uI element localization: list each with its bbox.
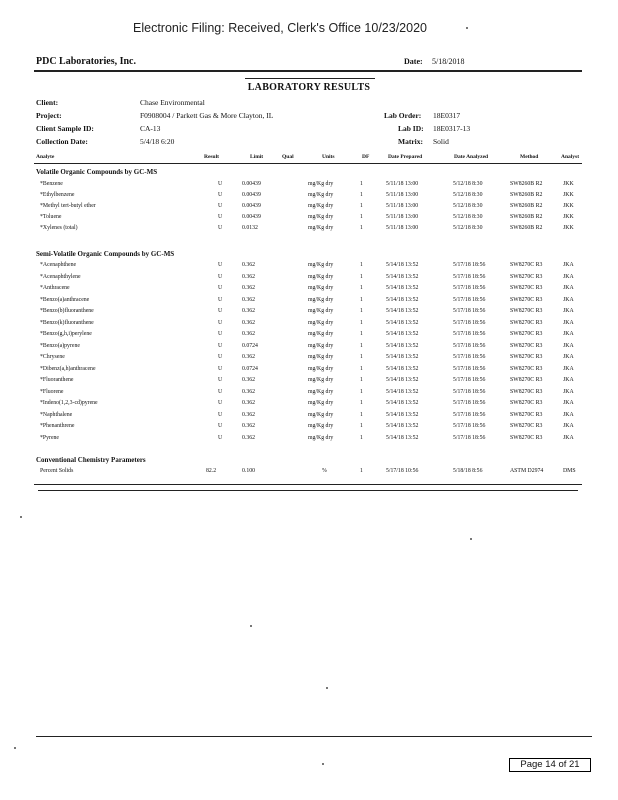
table-row (0, 412, 618, 422)
df-cell: 1 (360, 434, 363, 441)
prepared-cell: 5/14/18 13:52 (386, 354, 419, 360)
analyte-cell: *Benzo(a)anthracene (40, 296, 90, 303)
analyte-cell: *Fluorene (40, 388, 64, 395)
lab-id-value: 18E0317-13 (433, 124, 471, 133)
result-cell: U (218, 192, 223, 198)
analyst-cell: DMS (563, 468, 576, 474)
prepared-cell: 5/14/18 13:52 (386, 377, 419, 383)
analyst-cell: JKA (563, 342, 574, 349)
result-cell: U (218, 308, 223, 314)
limit-cell: 0.362 (242, 388, 256, 395)
lab-name: PDC Laboratories, Inc. (36, 56, 136, 67)
units-cell: mg/Kg dry (308, 214, 334, 220)
result-cell: U (218, 225, 223, 231)
analyte-cell: *Chrysene (40, 354, 65, 360)
prepared-cell: 5/11/18 13:00 (386, 181, 419, 187)
df-cell: 1 (360, 411, 363, 418)
analyst-cell: JKK (563, 214, 574, 220)
table-row (0, 297, 618, 307)
units-cell: mg/Kg dry (308, 262, 334, 268)
result-cell: U (218, 400, 223, 406)
prepared-cell: 5/11/18 13:00 (386, 203, 419, 209)
units-cell: mg/Kg dry (308, 434, 334, 441)
analyte-cell: *Acenaphthene (40, 262, 77, 268)
client-sample-label: Client Sample ID: (36, 124, 94, 133)
result-cell: U (218, 354, 223, 360)
units-cell: mg/Kg dry (308, 354, 334, 360)
analyst-cell: JKA (563, 273, 574, 280)
scan-speck (326, 687, 328, 689)
analyzed-cell: 5/17/18 18:56 (453, 273, 486, 280)
result-cell: U (218, 296, 223, 303)
prepared-cell: 5/14/18 13:52 (386, 296, 419, 303)
analyzed-cell: 5/12/18 8:30 (453, 181, 483, 187)
units-cell: % (322, 468, 327, 474)
analyzed-cell: 5/17/18 18:56 (453, 434, 486, 441)
df-cell: 1 (360, 388, 363, 395)
analyte-cell: *Indeno(1,2,3-cd)pyrene (40, 400, 98, 406)
analyzed-cell: 5/17/18 18:56 (453, 400, 486, 406)
units-cell: mg/Kg dry (308, 388, 334, 395)
df-cell: 1 (360, 285, 363, 291)
analyst-cell: JKA (563, 262, 574, 268)
limit-cell: 0.362 (242, 434, 256, 441)
analyzed-cell: 5/17/18 18:56 (453, 331, 486, 337)
page-number: Page 14 of 21 (509, 758, 591, 772)
units-cell: mg/Kg dry (308, 400, 334, 406)
col-units: Units (322, 154, 335, 160)
analyzed-cell: 5/17/18 18:56 (453, 308, 486, 314)
method-cell: SW8270C R3 (510, 365, 543, 372)
title-rule (245, 78, 375, 79)
table-row (0, 331, 618, 341)
analyte-cell: *Benzo(b)fluoranthene (40, 308, 94, 314)
result-cell: U (218, 273, 223, 280)
units-cell: mg/Kg dry (308, 296, 334, 303)
df-cell: 1 (360, 192, 363, 198)
df-cell: 1 (360, 365, 363, 372)
limit-cell: 0.362 (242, 285, 256, 291)
method-cell: SW8270C R3 (510, 308, 543, 314)
footer-rule (36, 736, 592, 737)
prepared-cell: 5/17/18 10:56 (386, 468, 419, 474)
limit-cell: 0.362 (242, 411, 256, 418)
result-cell: U (218, 331, 223, 337)
limit-cell: 0.00439 (242, 203, 261, 209)
table-end-rule (34, 484, 582, 485)
scan-speck (20, 516, 22, 518)
units-cell: mg/Kg dry (308, 203, 334, 209)
prepared-cell: 5/14/18 13:52 (386, 434, 419, 441)
units-cell: mg/Kg dry (308, 181, 334, 187)
units-cell: mg/Kg dry (308, 365, 334, 372)
analyzed-cell: 5/17/18 18:56 (453, 365, 486, 372)
analyst-cell: JKA (563, 308, 574, 314)
units-cell: mg/Kg dry (308, 411, 334, 418)
limit-cell: 0.362 (242, 296, 256, 303)
analyzed-cell: 5/12/18 8:30 (453, 192, 483, 198)
header-rule (34, 70, 582, 72)
prepared-cell: 5/11/18 13:00 (386, 192, 419, 198)
units-cell: mg/Kg dry (308, 308, 334, 314)
analyte-cell: *Fluoranthene (40, 377, 74, 383)
method-cell: SW8270C R3 (510, 342, 543, 349)
table-row (0, 423, 618, 433)
method-cell: ASTM D2974 (510, 468, 544, 474)
prepared-cell: 5/14/18 13:52 (386, 342, 419, 349)
result-cell: U (218, 203, 223, 209)
analyzed-cell: 5/18/18 8:56 (453, 468, 483, 474)
col-prepared: Date Prepared (388, 154, 423, 160)
method-cell: SW8270C R3 (510, 354, 543, 360)
method-cell: SW8260B R2 (510, 214, 543, 220)
method-cell: SW8260B R2 (510, 225, 543, 231)
table-row (0, 366, 618, 376)
method-cell: SW8270C R3 (510, 285, 543, 291)
analyzed-cell: 5/17/18 18:56 (453, 285, 486, 291)
limit-cell: 0.362 (242, 319, 256, 326)
limit-cell: 0.362 (242, 423, 256, 429)
limit-cell: 0.00439 (242, 181, 261, 187)
prepared-cell: 5/14/18 13:52 (386, 273, 419, 280)
result-cell: U (218, 319, 223, 326)
df-cell: 1 (360, 331, 363, 337)
method-cell: SW8270C R3 (510, 319, 543, 326)
result-cell: U (218, 285, 223, 291)
limit-cell: 0.362 (242, 262, 256, 268)
analyst-cell: JKA (563, 434, 574, 441)
analyst-cell: JKK (563, 192, 574, 198)
units-cell: mg/Kg dry (308, 423, 334, 429)
df-cell: 1 (360, 262, 363, 268)
table-row (0, 435, 618, 445)
analyte-cell: *Phenanthrene (40, 423, 75, 429)
method-cell: SW8270C R3 (510, 262, 543, 268)
prepared-cell: 5/14/18 13:52 (386, 285, 419, 291)
analyte-cell: *Benzo(k)fluoranthene (40, 319, 94, 326)
result-cell: U (218, 262, 223, 268)
lab-order-label: Lab Order: (384, 111, 422, 120)
analyst-cell: JKA (563, 319, 574, 326)
scan-speck (322, 763, 324, 765)
method-cell: SW8270C R3 (510, 273, 543, 280)
units-cell: mg/Kg dry (308, 319, 334, 326)
limit-cell: 0.362 (242, 273, 256, 280)
table-row (0, 389, 618, 399)
table-row (0, 285, 618, 295)
table-row (0, 192, 618, 202)
prepared-cell: 5/14/18 13:52 (386, 262, 419, 268)
table-row (0, 274, 618, 284)
col-limit: Limit (250, 154, 264, 160)
section-title: Conventional Chemistry Parameters (36, 456, 146, 464)
table-row (0, 225, 618, 235)
limit-cell: 0.00439 (242, 192, 261, 198)
client-value: Chase Environmental (140, 98, 205, 107)
method-cell: SW8270C R3 (510, 411, 543, 418)
df-cell: 1 (360, 296, 363, 303)
result-cell: U (218, 365, 223, 372)
date-label: Date: (404, 57, 423, 66)
table-end-rule-2 (38, 490, 578, 491)
analyst-cell: JKA (563, 354, 574, 360)
df-cell: 1 (360, 423, 363, 429)
df-cell: 1 (360, 214, 363, 220)
df-cell: 1 (360, 468, 363, 474)
prepared-cell: 5/14/18 13:52 (386, 400, 419, 406)
scan-speck (250, 625, 252, 627)
page-title: LABORATORY RESULTS (247, 82, 371, 93)
analyst-cell: JKA (563, 400, 574, 406)
prepared-cell: 5/14/18 13:52 (386, 411, 419, 418)
limit-cell: 0.362 (242, 354, 256, 360)
prepared-cell: 5/14/18 13:52 (386, 308, 419, 314)
col-method: Method (520, 154, 539, 160)
table-row (0, 354, 618, 364)
result-cell: U (218, 411, 223, 418)
lab-id-label: Lab ID: (398, 124, 424, 133)
analyst-cell: JKA (563, 296, 574, 303)
limit-cell: 0.362 (242, 400, 256, 406)
analyte-cell: *Dibenz(a,h)anthracene (40, 365, 96, 372)
analyte-cell: *Toluene (40, 214, 62, 220)
analyzed-cell: 5/17/18 18:56 (453, 342, 486, 349)
matrix-value: Solid (433, 137, 449, 146)
analyte-cell: *Ethylbenzene (40, 192, 75, 198)
limit-cell: 0.362 (242, 308, 256, 314)
analyte-cell: *Benzo(a)pyrene (40, 342, 80, 349)
df-cell: 1 (360, 342, 363, 349)
units-cell: mg/Kg dry (308, 285, 334, 291)
scan-speck (14, 747, 16, 749)
analyzed-cell: 5/12/18 8:30 (453, 225, 483, 231)
df-cell: 1 (360, 225, 363, 231)
units-cell: mg/Kg dry (308, 273, 334, 280)
method-cell: SW8270C R3 (510, 423, 543, 429)
analyst-cell: JKA (563, 423, 574, 429)
method-cell: SW8270C R3 (510, 377, 543, 383)
table-row (0, 262, 618, 272)
analyte-cell: *Methyl tert-butyl ether (40, 203, 96, 209)
df-cell: 1 (360, 400, 363, 406)
df-cell: 1 (360, 377, 363, 383)
col-qual: Qual (282, 154, 294, 160)
table-row (0, 377, 618, 387)
prepared-cell: 5/14/18 13:52 (386, 365, 419, 372)
matrix-label: Matrix: (398, 137, 423, 146)
df-cell: 1 (360, 203, 363, 209)
analyzed-cell: 5/17/18 18:56 (453, 377, 486, 383)
analyzed-cell: 5/12/18 8:30 (453, 203, 483, 209)
client-sample-value: CA-13 (140, 124, 161, 133)
col-analyzed: Date Analyzed (454, 154, 489, 160)
units-cell: mg/Kg dry (308, 192, 334, 198)
section-title: Semi-Volatile Organic Compounds by GC-MS (36, 250, 175, 258)
units-cell: mg/Kg dry (308, 331, 334, 337)
collection-label: Collection Date: (36, 137, 88, 146)
analyzed-cell: 5/17/18 18:56 (453, 296, 486, 303)
result-cell: 82.2 (206, 468, 217, 474)
prepared-cell: 5/11/18 13:00 (386, 214, 419, 220)
units-cell: mg/Kg dry (308, 377, 334, 383)
method-cell: SW8270C R3 (510, 434, 543, 441)
table-row (0, 214, 618, 224)
analyte-cell: *Benzo(g,h,i)perylene (40, 331, 92, 337)
prepared-cell: 5/14/18 13:52 (386, 423, 419, 429)
client-label: Client: (36, 98, 59, 107)
limit-cell: 0.362 (242, 331, 256, 337)
analyte-cell: *Pyrene (40, 434, 59, 441)
analyte-cell: *Naphthalene (40, 411, 73, 418)
analyst-cell: JKK (563, 181, 574, 187)
scan-speck (466, 27, 468, 29)
units-cell: mg/Kg dry (308, 225, 334, 231)
table-row (0, 468, 618, 478)
col-analyst: Analyst (561, 154, 580, 160)
df-cell: 1 (360, 181, 363, 187)
analyte-cell: *Acenaphthylene (40, 273, 81, 280)
result-cell: U (218, 388, 223, 395)
table-row (0, 320, 618, 330)
limit-cell: 0.100 (242, 468, 256, 474)
analyzed-cell: 5/17/18 18:56 (453, 423, 486, 429)
analyst-cell: JKA (563, 388, 574, 395)
analyte-cell: *Benzene (40, 181, 63, 187)
limit-cell: 0.0132 (242, 225, 258, 231)
result-cell: U (218, 423, 223, 429)
analyst-cell: JKK (563, 225, 574, 231)
col-df: DF (362, 154, 370, 160)
method-cell: SW8270C R3 (510, 296, 543, 303)
report-date: 5/18/2018 (432, 57, 465, 66)
table-row (0, 181, 618, 191)
analyst-cell: JKA (563, 411, 574, 418)
result-cell: U (218, 342, 223, 349)
analyst-cell: JKA (563, 285, 574, 291)
limit-cell: 0.0724 (242, 342, 258, 349)
col-analyte: Analyte (36, 154, 55, 160)
df-cell: 1 (360, 319, 363, 326)
method-cell: SW8270C R3 (510, 400, 543, 406)
method-cell: SW8270C R3 (510, 388, 543, 395)
analyte-cell: *Xylenes (total) (40, 225, 78, 231)
table-row (0, 343, 618, 353)
analyte-cell: *Anthracene (40, 285, 70, 291)
analyte-cell: Percent Solids (40, 468, 74, 474)
table-row (0, 308, 618, 318)
analyzed-cell: 5/17/18 18:56 (453, 411, 486, 418)
method-cell: SW8270C R3 (510, 331, 543, 337)
analyzed-cell: 5/17/18 18:56 (453, 319, 486, 326)
df-cell: 1 (360, 308, 363, 314)
method-cell: SW8260B R2 (510, 192, 543, 198)
method-cell: SW8260B R2 (510, 181, 543, 187)
result-cell: U (218, 181, 223, 187)
prepared-cell: 5/11/18 13:00 (386, 225, 419, 231)
method-cell: SW8260B R2 (510, 203, 543, 209)
analyst-cell: JKA (563, 331, 574, 337)
limit-cell: 0.362 (242, 377, 256, 383)
project-label: Project: (36, 111, 62, 120)
col-result: Result (204, 154, 219, 160)
result-cell: U (218, 434, 223, 441)
project-value: F0908004 / Parkett Gas & More Clayton, IL (140, 111, 274, 120)
table-row (0, 400, 618, 410)
analyzed-cell: 5/17/18 18:56 (453, 262, 486, 268)
analyst-cell: JKA (563, 365, 574, 372)
df-cell: 1 (360, 354, 363, 360)
analyst-cell: JKK (563, 203, 574, 209)
units-cell: mg/Kg dry (308, 342, 334, 349)
result-cell: U (218, 377, 223, 383)
limit-cell: 0.00439 (242, 214, 261, 220)
limit-cell: 0.0724 (242, 365, 258, 372)
df-cell: 1 (360, 273, 363, 280)
filing-stamp: Electronic Filing: Received, Clerk's Office 10/23/2020 (133, 21, 427, 35)
lab-order-value: 18E0317 (433, 111, 461, 120)
collection-value: 5/4/18 6:20 (140, 137, 175, 146)
result-cell: U (218, 214, 223, 220)
analyzed-cell: 5/12/18 8:30 (453, 214, 483, 220)
scan-speck (470, 538, 472, 540)
prepared-cell: 5/14/18 13:52 (386, 388, 419, 395)
analyzed-cell: 5/17/18 18:56 (453, 354, 486, 360)
analyst-cell: JKA (563, 377, 574, 383)
table-row (0, 203, 618, 213)
prepared-cell: 5/14/18 13:52 (386, 319, 419, 326)
analyzed-cell: 5/17/18 18:56 (453, 388, 486, 395)
columns-rule (34, 163, 582, 164)
section-title: Volatile Organic Compounds by GC-MS (36, 168, 158, 176)
prepared-cell: 5/14/18 13:52 (386, 331, 419, 337)
